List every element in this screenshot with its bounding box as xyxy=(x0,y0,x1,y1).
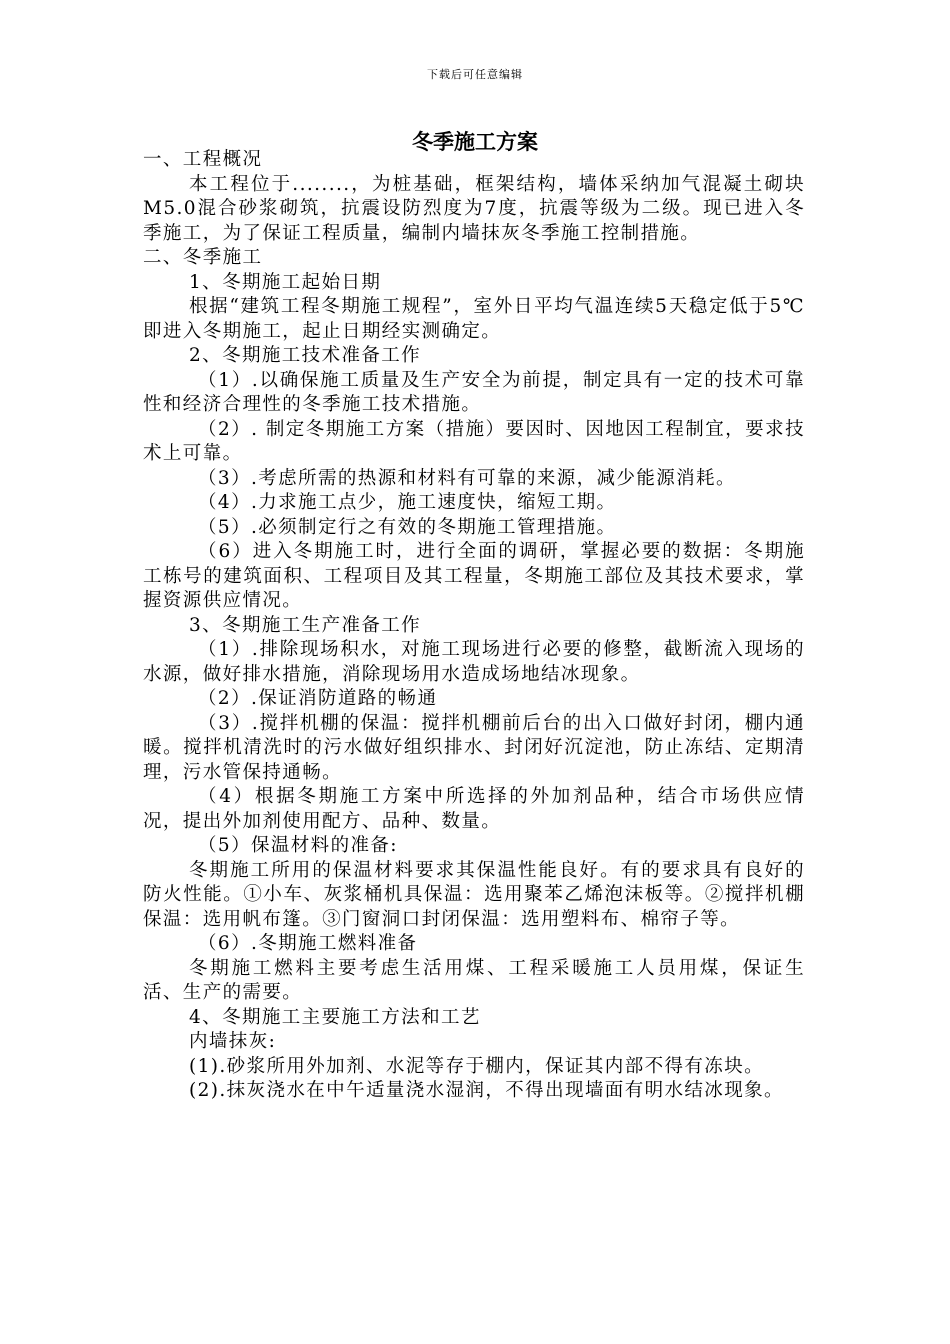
paragraph: 本工程位于........，为桩基础，框架结构，墙体采纳加气混凝土砌块M5.0混合砂浆砌筑，抗震设防烈度为7度，抗震等级为二级。现已进入冬季施工，为了保证工程质量，编制内墙抹灰冬季施工控制措施。 xyxy=(143,173,805,244)
paragraph: （1）.排除现场积水，对施工现场进行必要的修整，截断流入现场的水源，做好排水措施，消除现场用水造成场地结冰现象。 xyxy=(143,639,805,685)
paragraph: （3）.搅拌机棚的保温：搅拌机棚前后台的出入口做好封闭，棚内通暖。搅拌机清洗时的污水做好组织排水、封闭好沉淀池，防止冻结、定期清理，污水管保持通畅。 xyxy=(143,712,805,783)
paragraph: 2、冬期施工技术准备工作 xyxy=(189,345,422,366)
document-body xyxy=(143,148,805,1104)
paragraph: (2).抹灰浇水在中午适量浇水湿润，不得出现墙面有明水结冰现象。 xyxy=(189,1080,784,1101)
paragraph: 1、冬期施工起始日期 xyxy=(189,271,382,293)
paragraph: （5）保温材料的准备: xyxy=(198,835,398,856)
paragraph: 内墙抹灰: xyxy=(189,1031,277,1052)
paragraph: 冬期施工所用的保温材料要求其保温性能良好。有的要求具有良好的防火性能。①小车、灰浆桶机具保温：选用聚苯乙烯泡沫板等。②搅拌机棚保温：选用帆布篷。③门窗洞口封闭保温：选用塑料布、棉帘子等。 xyxy=(143,859,805,930)
paragraph: 二、冬季施工 xyxy=(143,247,263,268)
paragraph: （5）.必须制定行之有效的冬期施工管理措施。 xyxy=(198,516,617,538)
paragraph: （2）. 制定冬期施工方案（措施）要因时、因地因工程制宜，要求技术上可靠。 xyxy=(143,418,805,464)
paragraph: （2）.保证消防道路的畅通 xyxy=(198,688,438,709)
paragraph: 根据“建筑工程冬期施工规程”，室外日平均气温连续5天稳定低于5℃即进入冬期施工，起止日期经实测确定。 xyxy=(143,296,805,342)
paragraph: 4、冬期施工主要施工方法和工艺 xyxy=(189,1006,481,1028)
paragraph: （3）.考虑所需的热源和材料有可靠的来源，减少能源消耗。 xyxy=(198,467,736,489)
paragraph: （6）进入冬期施工时，进行全面的调研，掌握必要的数据：冬期施工栋号的建筑面积、工程项目及其工程量，冬期施工部位及其技术要求，掌握资源供应情况。 xyxy=(143,541,805,611)
page-header: 下载后可任意编辑 xyxy=(427,68,523,81)
paragraph: （4）根据冬期施工方案中所选择的外加剂品种，结合市场供应情况，提出外加剂使用配方、品种、数量。 xyxy=(143,786,805,832)
paragraph: （6）.冬期施工燃料准备 xyxy=(198,933,418,954)
paragraph: (1).砂浆所用外加剂、水泥等存于棚内，保证其内部不得有冻块。 xyxy=(189,1055,764,1077)
paragraph: 一、工程概况 xyxy=(143,149,263,170)
document-title: 冬季施工方案 xyxy=(412,130,538,154)
paragraph: 冬期施工燃料主要考虑生活用煤、工程采暖施工人员用煤，保证生活、生产的需要。 xyxy=(143,957,805,1003)
paragraph: 3、冬期施工生产准备工作 xyxy=(189,614,422,636)
paragraph: （1）.以确保施工质量及生产安全为前提，制定具有一定的技术可靠性和经济合理性的冬季施工技术措施。 xyxy=(143,369,805,415)
paragraph: （4）.力求施工点少，施工速度快，缩短工期。 xyxy=(198,492,617,513)
